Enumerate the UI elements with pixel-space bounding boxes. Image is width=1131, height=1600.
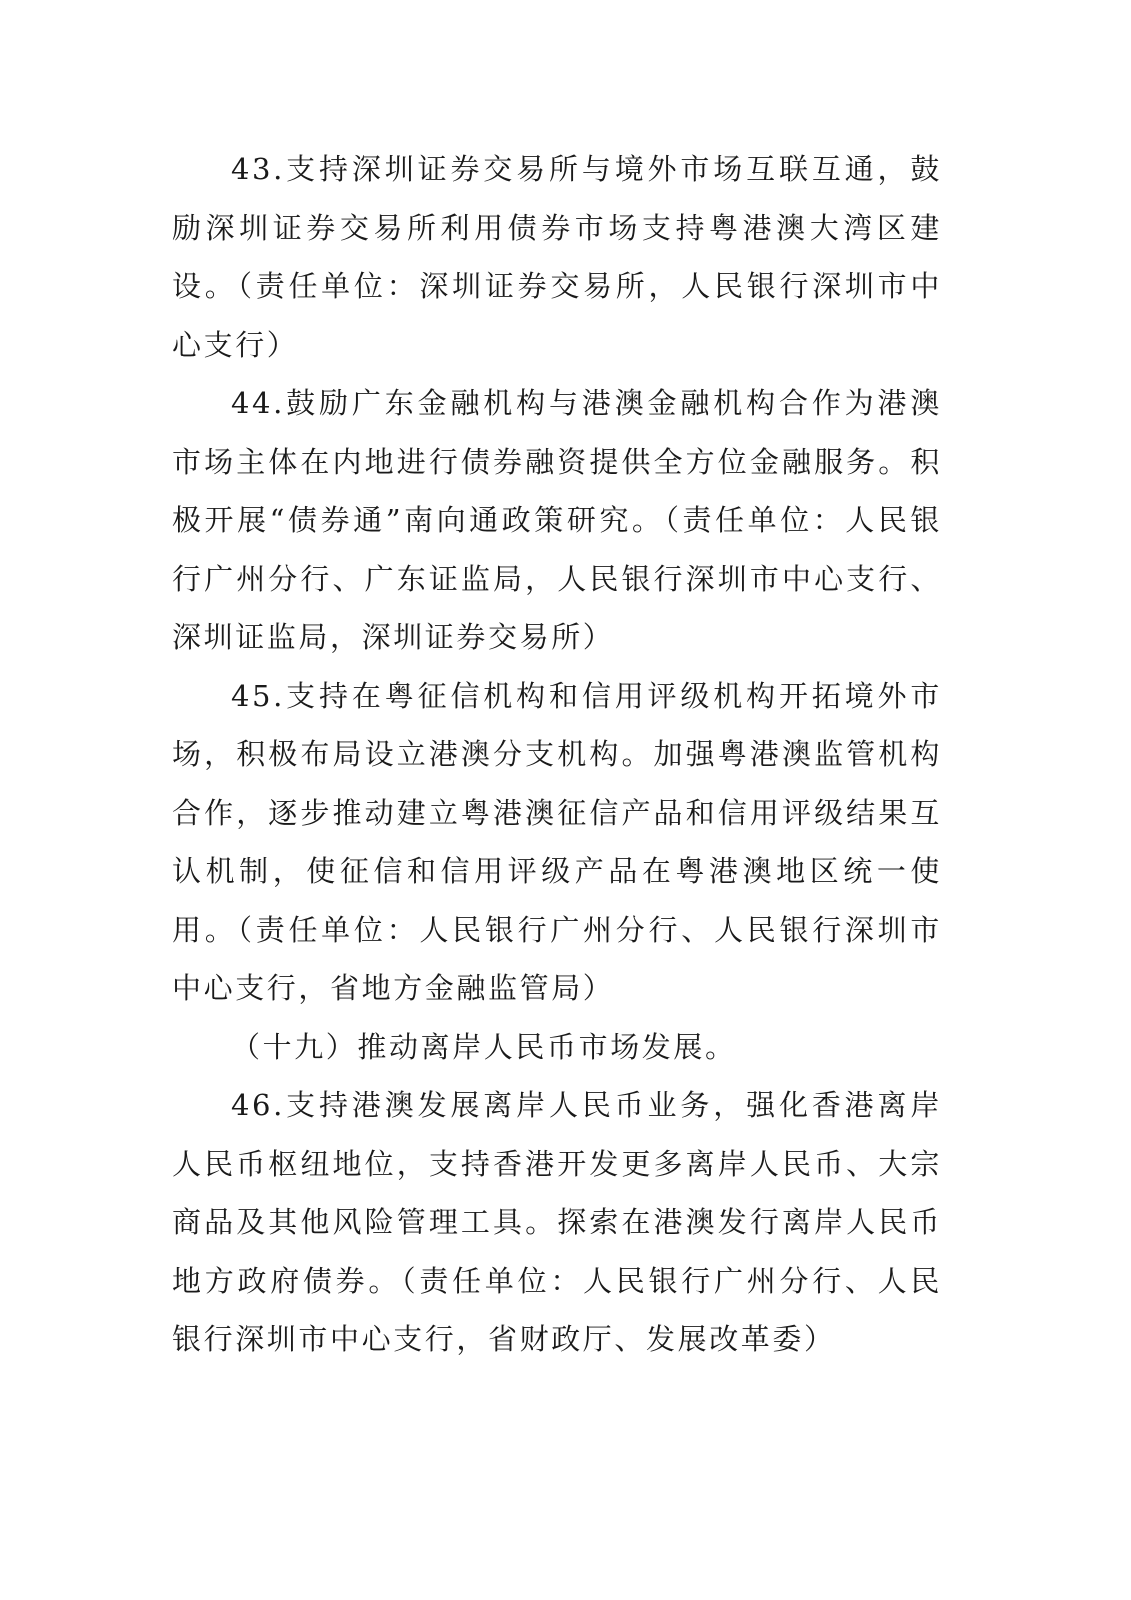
paragraph-43 bbox=[172, 140, 942, 374]
item-number: 44. bbox=[231, 386, 285, 420]
item-text: 鼓励广东金融机构与港澳金融机构合作为港澳市场主体在内地进行债券融资提供全方位金融服务。积极开展“债券通”南向通政策研究。（责任单位：人民银行广州分行、广东证监局，人民银行深圳市中心支行、深圳证监局，深圳证券交易所） bbox=[172, 386, 942, 654]
item-number: 46. bbox=[231, 1088, 285, 1122]
document-page bbox=[172, 140, 942, 1369]
item-text: 支持在粤征信机构和信用评级机构开拓境外市场，积极布局设立港澳分支机构。加强粤港澳监管机构合作，逐步推动建立粤港澳征信产品和信用评级结果互认机制，使征信和信用评级产品在粤港澳地区统一使用。（责任单位：人民银行广州分行、人民银行深圳市中心支行，省地方金融监管局） bbox=[172, 678, 942, 1005]
paragraph-45 bbox=[172, 667, 942, 1018]
item-text: 支持港澳发展离岸人民币业务，强化香港离岸人民币枢纽地位，支持香港开发更多离岸人民币、大宗商品及其他风险管理工具。探索在港澳发行离岸人民币地方政府债券。（责任单位：人民银行广州分行、人民银行深圳市中心支行，省财政厅、发展改革委） bbox=[172, 1088, 942, 1356]
item-number: 45. bbox=[231, 678, 285, 713]
section-heading: （十九）推动离岸人民币市场发展。 bbox=[231, 1029, 737, 1064]
item-number: 43. bbox=[231, 152, 285, 186]
paragraph-46 bbox=[172, 1076, 942, 1369]
paragraph-44 bbox=[172, 374, 942, 667]
item-text: 支持深圳证券交易所与境外市场互联互通，鼓励深圳证券交易所利用债券市场支持粤港澳大湾区建设。（责任单位：深圳证券交易所，人民银行深圳市中心支行） bbox=[172, 152, 942, 362]
